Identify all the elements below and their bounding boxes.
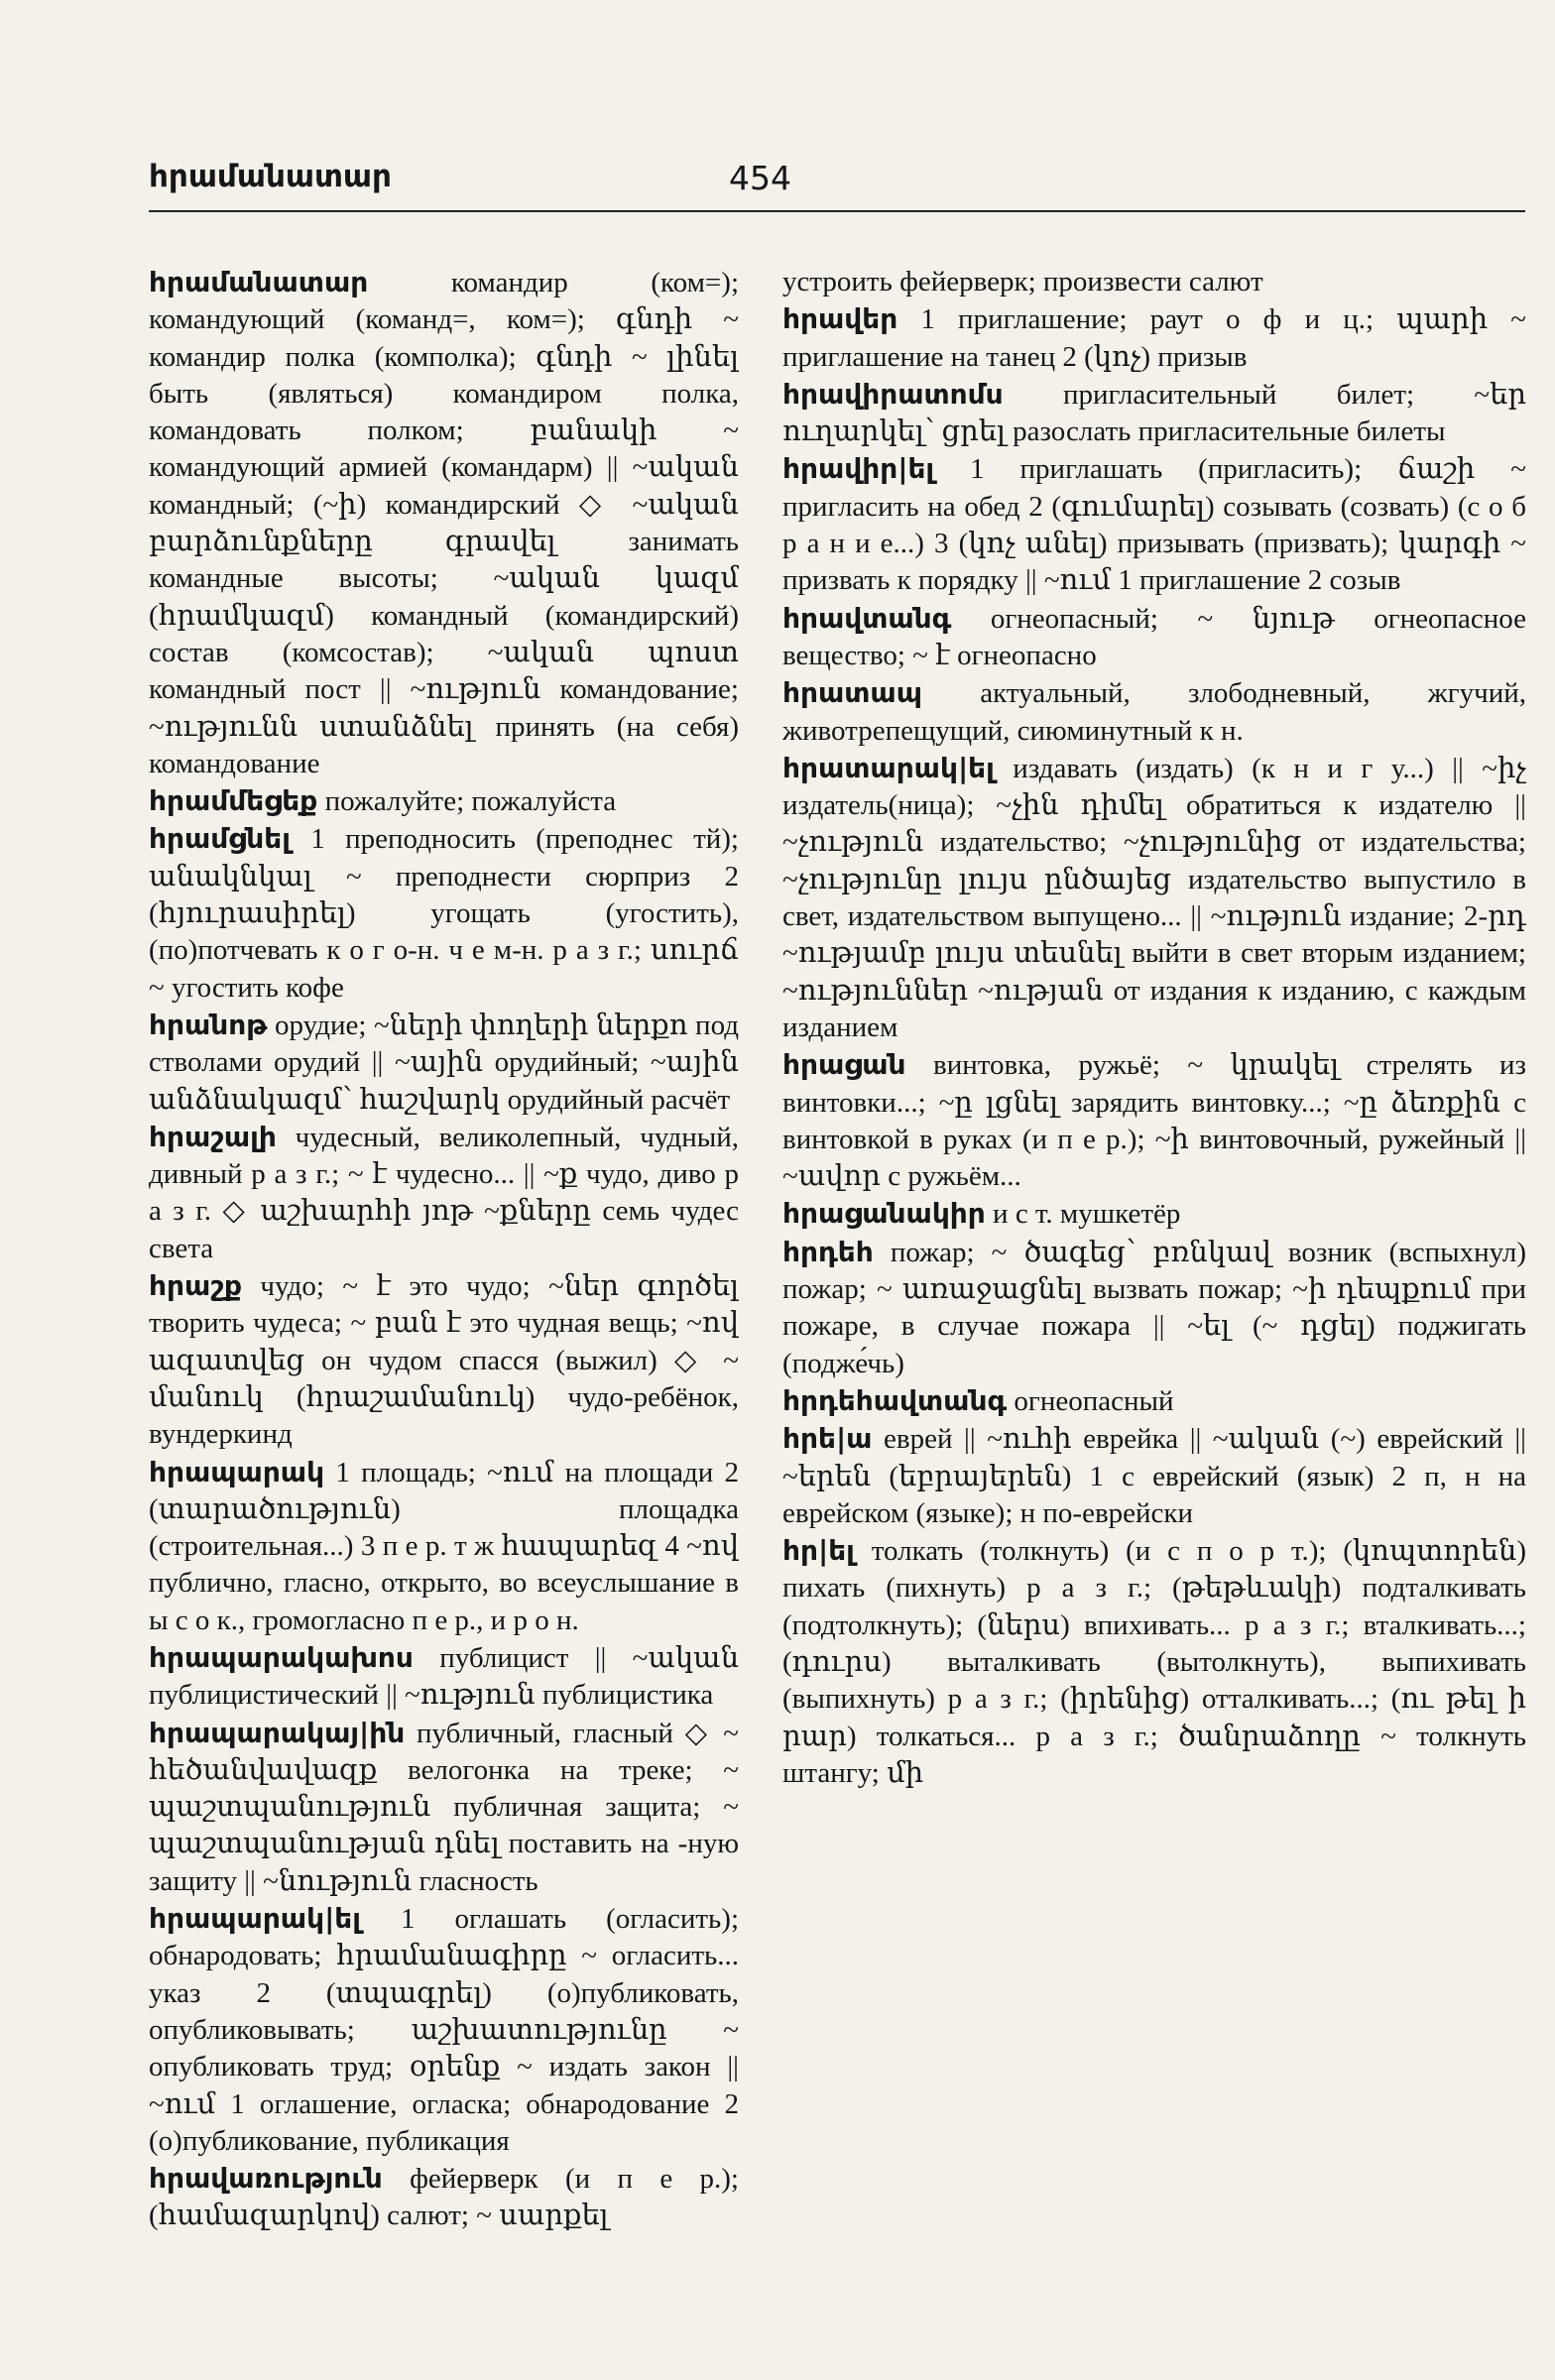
headword: հրդեհավտանգ xyxy=(782,1383,1008,1417)
headword: հրավտանգ xyxy=(782,601,952,635)
dictionary-entry xyxy=(149,782,739,820)
headword: հր|ել xyxy=(782,1534,855,1568)
headword: հրաշալի xyxy=(149,1120,277,1153)
headword: հրավիրատոմս xyxy=(782,377,1004,411)
headword: հրամանատար xyxy=(149,266,369,298)
headword: հրամցնել xyxy=(149,822,291,856)
dictionary-entry xyxy=(782,264,1526,300)
dictionary-entry xyxy=(782,1382,1526,1420)
headword: հրե|ա xyxy=(782,1422,873,1456)
headword: հրանոթ xyxy=(149,1008,268,1041)
dictionary-entry xyxy=(782,1234,1526,1382)
dictionary-entry xyxy=(149,1639,739,1715)
left-column xyxy=(149,264,739,2346)
entry-definition: публичный, гласный ◇ ~ հեծանվավազք велогонка на треке; ~ պաշտպանություն публичная защита; ~ պաշտպանության դնել поставить на -ную защиту || ~նություն гласность xyxy=(149,1717,739,1897)
dictionary-entry xyxy=(782,300,1526,376)
headword: հրդեհ xyxy=(782,1235,874,1268)
entry-definition: командир (ком=); командующий (команд=, ком=); գնդի ~ командир полка (комполка); գնդի ~ լինել быть (являться) командиром полка, командовать полком; բանակի ~ командующий армией (командарм) || ~ական командный; (~ի) командирский ◇ ~ական բարձունքները գրավել занимать командные высоты; ~ական կազմ (հրամկազմ) командный (командирский) состав (комсостав); ~ական պոստ командный пост || ~ություն командование; ~ությունն ստանձնել принять (на себя) командование xyxy=(149,267,739,779)
dictionary-entry xyxy=(782,1195,1526,1233)
entry-definition: 1 преподносить (преподнес тй); անակնկալ ~ преподнести сюрприз 2 (հյուրասիրել) угощать (угостить), (по)потчевать к о г о-н. ч е м-н. р а з г.; սուրճ ~ угостить кофе xyxy=(149,823,739,1004)
entry-definition: толкать (толкнуть) (и с п о р т.); (կոպտորեն) пихать (пихнуть) р а з г.; (թեթևակի) подталкивать (подтолкнуть); (ներս) впихивать... р а з г.; вталкивать...; (դուրս) выталкивать (вытолкнуть), выпихивать (выпихнуть) р а з г.; (իրենից) отталкивать...; (ու թել ի րար) толкаться... р а з г.; ծանրաձողը ~ толкнуть штангу; մի xyxy=(782,1535,1526,1789)
entry-definition: 1 площадь; ~ում на площади 2 (տարածություն) площадка (строительная...) 3 п е р. т ж հապարեզ 4 ~ով публично, гласно, открыто, во всеуслышание в ы с о к., громогласно п е р., и р о н. xyxy=(149,1456,739,1636)
entry-definition: актуальный, злободневный, жгучий, животрепещущий, сиюминутный к н. xyxy=(782,677,1526,747)
running-head: հրամանատար xyxy=(149,159,392,194)
dictionary-entry xyxy=(149,1119,739,1267)
entry-definition: орудие; ~ների փողերի ներքո под стволами орудий || ~ային орудийный; ~ային անձնակազմ՝ հաշվարկ орудийный расчёт xyxy=(149,1009,739,1116)
headword: հրատարակ|ել xyxy=(782,751,995,784)
header-rule xyxy=(149,210,1525,212)
entry-definition: огнеопасный; ~ նյութ огнеопасное вещество; ~ է огнеопасно xyxy=(782,602,1526,671)
headword: հրամմեցեք xyxy=(149,784,318,818)
entry-definition: 1 приглашать (пригласить); ճաշի ~ пригласить на обед 2 (գումարել) созывать (созвать) (с о б р а н и е...) 3 (կոչ անել) призывать (призвать); կարգի ~ призвать к порядку || ~ում 1 приглашение 2 созыв xyxy=(782,453,1526,597)
headword: հրաշք xyxy=(149,1269,243,1303)
entry-definition: чудо; ~ է это чудо; ~ներ գործել творить чудеса; ~ բան է это чудная вещь; ~ով ազատվեց он чудом спасся (выжил) ◇ ~ մանուկ (հրաշամանուկ) чудо-ребёнок, вундеркинд xyxy=(149,1270,739,1451)
dictionary-entry xyxy=(782,1420,1526,1532)
entry-definition: чудесный, великолепный, чудный, дивный р а з г.; ~ է чудесно... || ~ք чудо, диво р а з г. ◇ աշխարհի յոթ ~քները семь чудес света xyxy=(149,1121,739,1264)
page-number: 454 xyxy=(729,159,791,197)
dictionary-entry xyxy=(782,1046,1526,1195)
headword: հրացան xyxy=(782,1048,906,1082)
headword: հրատապ xyxy=(782,676,922,710)
dictionary-entry xyxy=(149,1267,739,1453)
headword: հրավեր xyxy=(782,302,898,336)
headword: հրապարակախոս xyxy=(149,1640,414,1674)
entry-definition: пожар; ~ ծագեց՝ բռնկավ возник (вспыхнул) пожар; ~ առաջացնել вызвать пожар; ~ի դեպքում при пожаре, в случае пожара || ~ել (~ դցել) поджигать (подже́чь) xyxy=(782,1236,1526,1379)
headword: հրացանակիր xyxy=(782,1197,986,1231)
entry-definition: фейерверк (и п е р.); (համազարկով) салют; ~ սարքել xyxy=(149,2163,739,2232)
dictionary-entry xyxy=(149,820,739,1006)
dictionary-entry xyxy=(149,1900,739,2160)
entry-definition: устроить фейерверк; произвести салют xyxy=(782,266,1263,298)
entry-definition: 1 приглашение; раут о ф и ц.; պարի ~ приглашение на танец 2 (կոչ) призыв xyxy=(782,303,1526,373)
dictionary-entry xyxy=(149,1007,739,1119)
entry-definition: пожалуйте; пожалуйста xyxy=(317,785,617,818)
right-column xyxy=(782,264,1526,2346)
headword: հրավիր|ել xyxy=(782,452,935,486)
dictionary-entry xyxy=(782,600,1526,675)
headword: հրավառություն xyxy=(149,2162,383,2196)
page-header xyxy=(149,159,1525,204)
dictionary-entry xyxy=(149,2160,739,2235)
entry-definition: винтовка, ружьё; ~ կրակել стрелять из винтовки...; ~ը լցնել зарядить винтовку...; ~ը ձեռքին с винтовкой в руках (и п е р.); ~ի винтовочный, ружейный || ~ավոր с ружьём... xyxy=(782,1049,1526,1193)
dictionary-entry xyxy=(782,450,1526,599)
headword: հրապարակայ|ին xyxy=(149,1716,406,1749)
headword: հրապարակ|ել xyxy=(149,1902,361,1936)
entry-definition: еврей || ~ուհի еврейка || ~ական (~) еврейский || ~երեն (եբրայերեն) 1 с еврейский (язык) 2 п, н на еврейском (языке); н по-еврейски xyxy=(782,1423,1526,1529)
entry-definition: издавать (издать) (к н и г у...) || ~իչ издатель(ница); ~չին դիմել обратиться к издателю || ~չություն издательство; ~չությունից от издательства; ~չությունը լույս ընծայեց издательство выпустило в свет, издательством выпущено... || ~ություն издание; 2-րդ ~ությամբ լույս տեսնել выйти в свет вторым изданием; ~ություններ ~ության от издания к изданию, с каждым изданием xyxy=(782,752,1526,1043)
entry-definition: огнеопасный xyxy=(1007,1384,1174,1417)
entry-definition: и с т. мушкетёр xyxy=(985,1198,1181,1231)
dictionary-entry xyxy=(782,674,1526,750)
dictionary-entry xyxy=(782,1532,1526,1792)
dictionary-entry xyxy=(782,376,1526,451)
headword: հրապարակ xyxy=(149,1455,325,1488)
dictionary-entry xyxy=(149,1715,739,1900)
dictionary-entry xyxy=(149,1454,739,1639)
dictionary-entry xyxy=(782,750,1526,1046)
dictionary-entry xyxy=(149,264,739,782)
entry-definition: 1 оглашать (огласить); обнародовать; հրամանագիրը ~ огласить... указ 2 (տպագրել) (о)публиковать, опубликовывать; աշխատությունը ~ опубликовать труд; օրենք ~ издать закон || ~ում 1 оглашение, огласка; обнародование 2 (о)публикование, публикация xyxy=(149,1903,739,2157)
entry-definition: пригласительный билет; ~եր ուղարկել՝ ցրել разослать пригласительные билеты xyxy=(782,378,1526,448)
entry-definition: публицист || ~ական публицистический || ~ություն публицистика xyxy=(149,1641,739,1712)
